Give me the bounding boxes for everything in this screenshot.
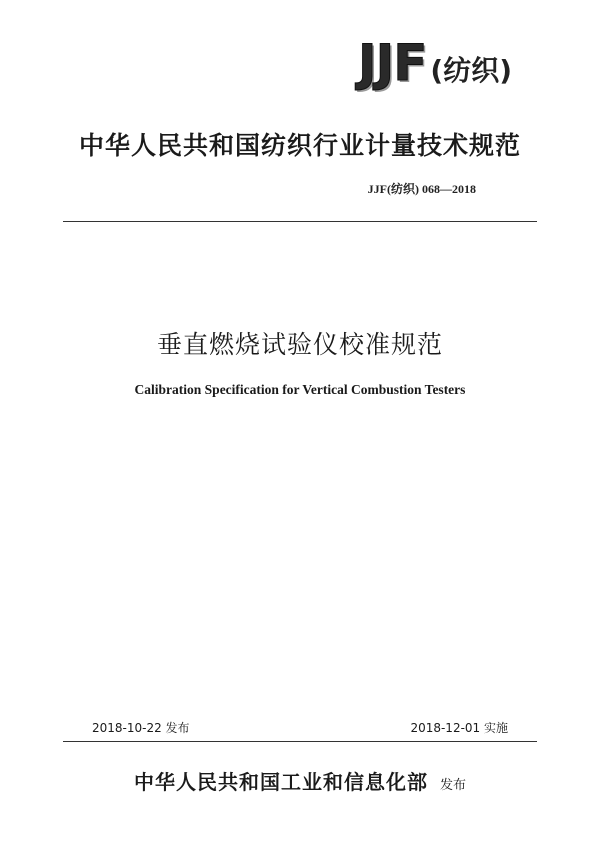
logo-mark: JJF — [358, 34, 427, 92]
issue-date: 2018-10-22 发布 — [92, 721, 190, 735]
issuer-action: 发布 — [439, 778, 466, 793]
effective-date: 2018-12-01 实施 — [410, 721, 508, 735]
authority-title: 中华人民共和国纺织行业计量技术规范 — [78, 131, 521, 160]
logo-suffix: (纺织) — [430, 54, 512, 87]
document-subtitle-en: Calibration Specification for Vertical Combustion Testers — [134, 382, 466, 397]
issuer-line — [0, 766, 600, 795]
bottom-divider — [63, 741, 537, 742]
document-title: 垂直燃烧试验仪校准规范 — [156, 330, 443, 359]
issuer-name: 中华人民共和国工业和信息化部 — [133, 770, 428, 794]
standard-logo — [358, 34, 512, 92]
top-divider — [63, 221, 537, 222]
standard-code: JJF(纺织) 068—2018 — [367, 182, 476, 196]
